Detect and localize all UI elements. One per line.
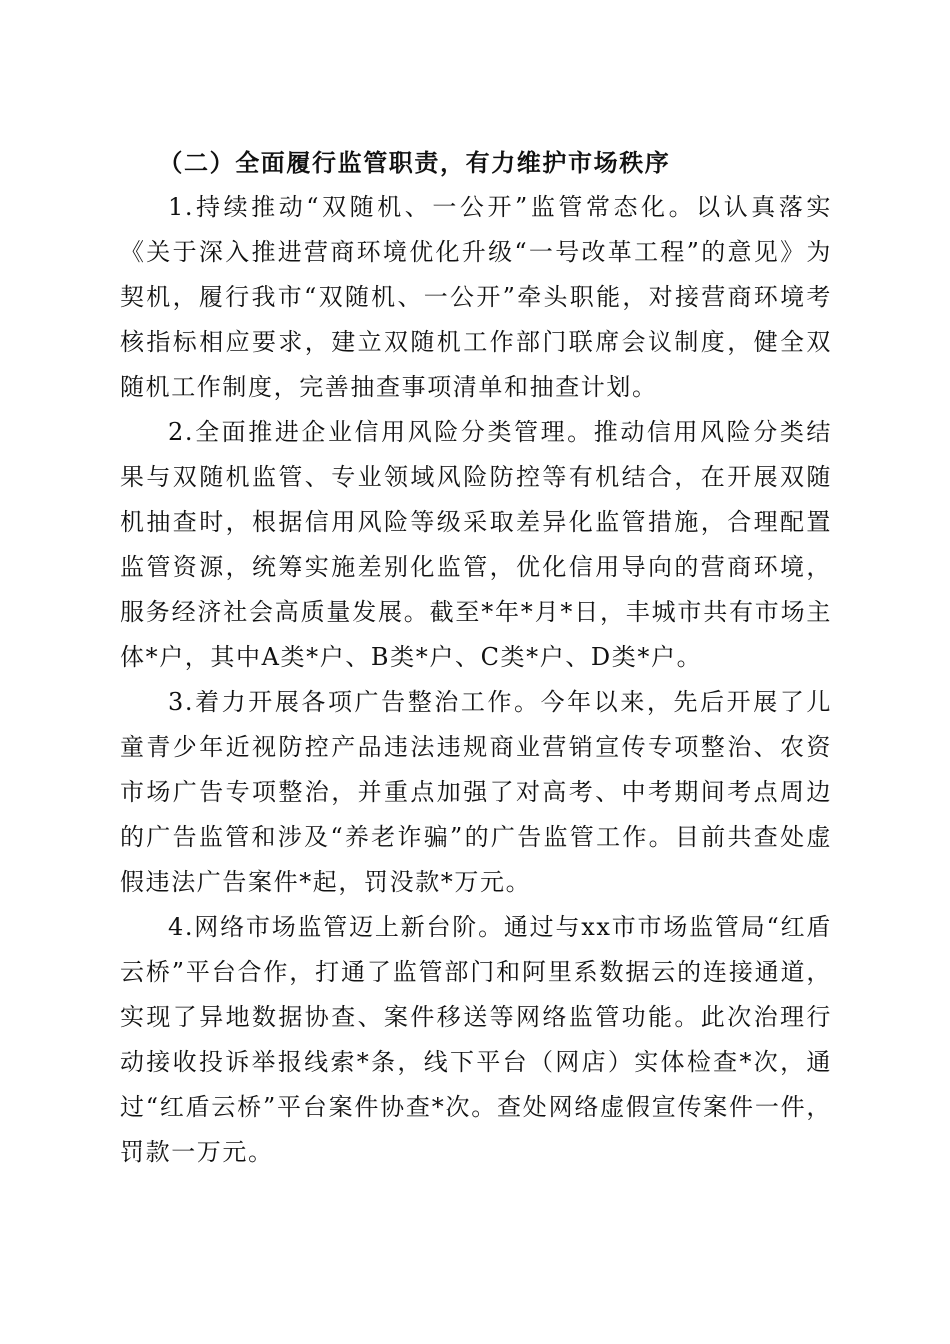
paragraph-3: 3.着力开展各项广告整治工作。今年以来，先后开展了儿童青少年近视防控产品违法违规商业营销宣传专项整治、农资市场广告专项整治，并重点加强了对高考、中考期间考点周边的广告监管和涉及“养老诈骗”的广告监管工作。目前共查处虚假违法广告案件*起，罚没款*万元。 xyxy=(120,688,832,896)
section-heading: （二）全面履行监管职责，有力维护市场秩序 xyxy=(158,148,671,177)
paragraph-4: 4.网络市场监管迈上新台阶。通过与xx市市场监管局“红盾云桥”平台合作，打通了监管部门和阿里系数据云的连接通道，实现了异地数据协查、案件移送等网络监管功能。此次治理行动接收投诉举报线索*条，线下平台（网店）实体检查*次，通过“红盾云桥”平台案件协查*次。查处网络虚假宣传案件一件，罚款一万元。 xyxy=(120,913,832,1166)
paragraph-2: 2.全面推进企业信用风险分类管理。推动信用风险分类结果与双随机监管、专业领域风险防控等有机结合，在开展双随机抽查时，根据信用风险等级采取差异化监管措施，合理配置监管资源，统筹实施差别化监管，优化信用导向的营商环境，服务经济社会高质量发展。截至*年*月*日，丰城市共有市场主体*户，其中A类*户、B类*户、C类*户、D类*户。 xyxy=(120,418,832,671)
paragraph-1: 1.持续推动“双随机、一公开”监管常态化。以认真落实《关于深入推进营商环境优化升级“一号改革工程”的意见》为契机，履行我市“双随机、一公开”牵头职能，对接营商环境考核指标相应要求，建立双随机工作部门联席会议制度，健全双随机工作制度，完善抽查事项清单和抽查计划。 xyxy=(120,193,832,401)
document-body xyxy=(120,140,832,1175)
